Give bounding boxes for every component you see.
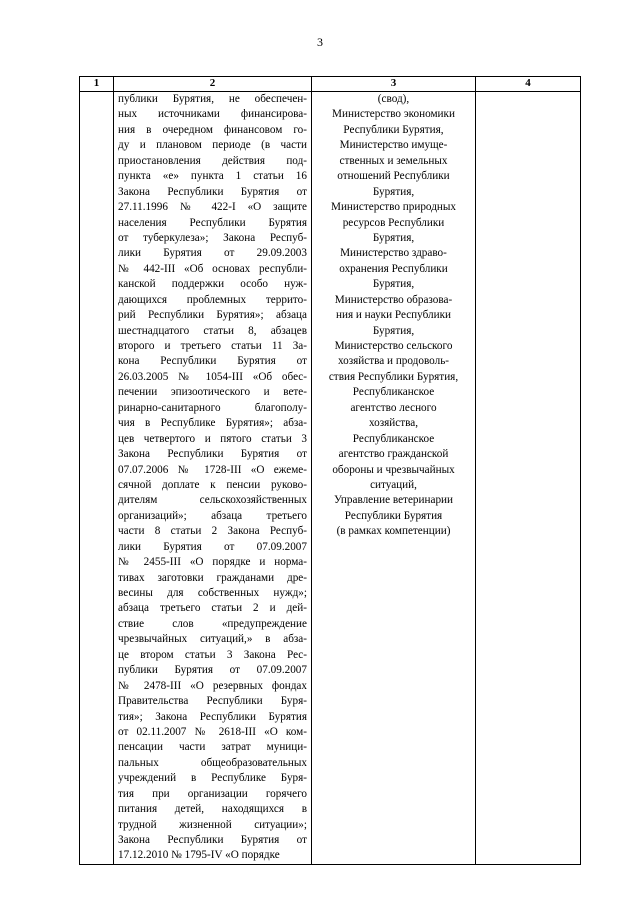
cell-col-1	[80, 92, 114, 865]
text-line: Республики Бурятия,	[343, 123, 444, 136]
text-line: Закона Республики Бурятия от	[118, 448, 307, 461]
text-line: Министерство образова-	[334, 293, 453, 306]
text-line: тия при организации горячего	[118, 787, 307, 800]
text-line: 17.12.2010 № 1795-IV «О порядке	[118, 849, 280, 862]
text-line: второго и третьего статьи 11 За-	[118, 340, 307, 352]
text-line: цев четвертого и пятого статьи 3	[118, 432, 307, 445]
column-header-3: 3	[312, 77, 476, 92]
text-line: сячной доплате к пенсии руково-	[118, 478, 307, 491]
text-line: дающихся проблемных террито-	[118, 293, 307, 306]
text-line: от туберкулеза»; Закона Респуб-	[118, 231, 307, 244]
text-line: шестнадцатого статьи 8, абзацев	[118, 324, 307, 337]
text-line: организаций»; абзаца третьего	[118, 509, 307, 522]
text-line: канской поддержки особо нуж-	[118, 278, 307, 291]
text-line: агентство гражданской	[338, 448, 449, 461]
text-line: це втором статьи 3 Закона Рес-	[118, 648, 307, 661]
text-line: ствия Республики Бурятия,	[328, 370, 459, 383]
text-line: Управление ветеринарии	[333, 494, 454, 507]
table-header-row	[80, 77, 581, 92]
text-line: кона Республики Бурятия от	[118, 355, 307, 368]
text-line: приостановления действия под-	[118, 154, 307, 167]
text-line: 26.03.2005 № 1054-III «Об обес-	[118, 370, 307, 383]
text-line: публики Бурятия от 07.09.2007	[118, 664, 307, 677]
text-line: Республиканское	[352, 386, 435, 399]
text-line: Бурятия,	[372, 278, 415, 291]
text-line: Министерство здраво-	[340, 247, 447, 260]
text-line: чия в Республике Бурятия»; абза-	[118, 417, 307, 430]
cell-col-2	[114, 92, 312, 865]
text-line: от 02.11.2007 № 2618-III «О ком-	[118, 725, 307, 738]
text-line: агентство лесного	[350, 401, 437, 414]
text-line: № 442-III «Об основах республи-	[118, 262, 307, 275]
responsible-bodies-text	[312, 92, 475, 540]
text-line: ресурсов Республики	[342, 216, 445, 229]
text-line: Республики Бурятия	[344, 509, 443, 522]
text-line: Бурятия,	[372, 324, 415, 337]
column-header-2: 2	[114, 77, 312, 92]
text-line: Министерство природных	[331, 201, 456, 214]
text-line: Закона Республики Бурятия от	[118, 185, 307, 198]
text-line: тивах заготовки гражданами дре-	[118, 571, 307, 584]
text-line: тия»; Закона Республики Бурятия	[118, 710, 307, 723]
text-line: пальных общеобразовательных	[118, 756, 307, 769]
text-line: охранения Республики	[339, 262, 448, 275]
text-line: Республиканское	[352, 432, 435, 445]
column-header-4: 4	[476, 77, 581, 92]
text-line: отношений Республики	[337, 170, 450, 183]
text-line: учреждений в Республике Буря-	[118, 772, 307, 785]
text-line: абзаца третьего статьи 2 и дей-	[118, 602, 307, 615]
text-line: лики Бурятия от 07.09.2007	[118, 540, 307, 553]
page-number: 3	[317, 35, 323, 49]
cell-col-4	[476, 92, 581, 865]
text-line: ситуаций,	[370, 478, 417, 491]
text-line: печении эпизоотического и вете-	[118, 386, 307, 399]
text-line: Бурятия,	[372, 185, 415, 198]
text-line: части 8 статьи 2 Закона Респуб-	[118, 525, 307, 538]
column-header-1: 1	[80, 77, 114, 92]
document-table	[79, 76, 581, 865]
text-line: публики Бурятия, не обеспечен-	[118, 93, 307, 105]
text-line: лики Бурятия от 29.09.2003	[118, 247, 307, 260]
table-row	[80, 92, 581, 865]
text-line: чрезвычайных ситуаций,» в абза-	[118, 633, 307, 646]
text-line: ствие слов «предупреждение	[118, 617, 307, 630]
legal-basis-text	[114, 92, 311, 864]
text-line: Бурятия,	[372, 231, 415, 244]
text-line: хозяйства,	[368, 417, 419, 430]
text-line: ду и плановом периоде (в части	[118, 139, 307, 152]
text-line: (свод),	[377, 93, 410, 105]
text-line: Закона Республики Бурятия от	[118, 834, 307, 846]
text-line: Правительства Республики Буря-	[118, 695, 307, 708]
text-line: рий Республики Бурятия»; абзаца	[118, 309, 307, 322]
text-line: ственных и земельных	[339, 154, 448, 167]
text-line: Министерство сельского	[334, 340, 453, 352]
text-line: трудной жизненной ситуации»;	[118, 818, 307, 831]
text-line: Министерство имуще-	[339, 139, 448, 152]
text-line: ния и науки Республики	[335, 309, 452, 322]
text-line: 07.07.2006 № 1728-III «О ежеме-	[118, 463, 307, 476]
text-line: весины для собственных нужд»;	[118, 587, 307, 599]
text-line: Министерство экономики	[332, 108, 455, 121]
text-line: ния в очередном финансовом го-	[118, 123, 307, 136]
text-line: населения Республики Бурятия	[118, 216, 307, 229]
cell-col-3	[312, 92, 476, 865]
text-line: питания детей, находящихся в	[118, 803, 307, 816]
text-line: пункта «е» пункта 1 статьи 16	[118, 170, 307, 183]
text-line: 27.11.1996 № 422-I «О защите	[118, 201, 307, 214]
text-line: (в рамках компетенции)	[336, 525, 451, 538]
text-line: дителям сельскохозяйственных	[118, 494, 307, 507]
text-line: № 2455-III «О порядке и норма-	[118, 556, 307, 569]
text-line: хозяйства и продоволь-	[337, 355, 450, 368]
text-line: № 2478-III «О резервных фондах	[118, 679, 307, 692]
text-line: обороны и чрезвычайных	[332, 463, 455, 476]
text-line: ринарно-санитарного благополу-	[118, 401, 307, 414]
text-line: ных источниками финансирова-	[118, 108, 307, 121]
text-line: пенсации части затрат муници-	[118, 741, 307, 754]
